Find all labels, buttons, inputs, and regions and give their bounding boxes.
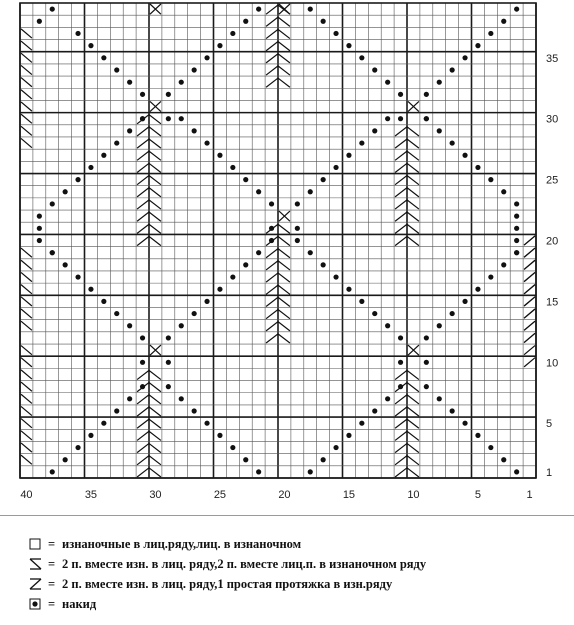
yarn-over-dot bbox=[192, 311, 197, 316]
yarn-over-dot bbox=[437, 128, 442, 133]
yarn-over-dot bbox=[462, 55, 467, 60]
backslash-decrease bbox=[21, 53, 32, 62]
yarn-over-dot bbox=[127, 396, 132, 401]
yarn-over-dot bbox=[140, 92, 145, 97]
slash-decrease bbox=[524, 309, 535, 318]
yarn-over-dot bbox=[166, 335, 171, 340]
yarn-over-dot bbox=[398, 360, 403, 365]
yarn-over-dot bbox=[424, 92, 429, 97]
yarn-over-dot bbox=[37, 226, 42, 231]
legend-text-purl: изнаночные в лиц.ряду,лиц. в изнаночном bbox=[62, 536, 302, 551]
yarn-over-dot bbox=[230, 445, 235, 450]
yarn-over-dot bbox=[450, 140, 455, 145]
slash-decrease bbox=[524, 321, 535, 330]
yarn-over-dot bbox=[333, 165, 338, 170]
yarn-over-dot bbox=[243, 177, 248, 182]
yarn-over-dot bbox=[217, 153, 222, 158]
backslash-decrease bbox=[21, 382, 32, 391]
yarn-over-dot bbox=[230, 165, 235, 170]
yarn-over-dot bbox=[75, 177, 80, 182]
yarn-over-dot bbox=[37, 238, 42, 243]
yarn-over-dot bbox=[321, 19, 326, 24]
backslash-decrease bbox=[21, 455, 32, 464]
yarn-over-dot bbox=[385, 396, 390, 401]
yarn-over-dot bbox=[88, 287, 93, 292]
backslash-decrease bbox=[21, 114, 32, 123]
yarn-over-dot bbox=[321, 262, 326, 267]
x-axis-labels bbox=[20, 489, 532, 501]
yarn-over-dot bbox=[333, 31, 338, 36]
yarn-over-dot bbox=[295, 238, 300, 243]
yarn-over-dot bbox=[501, 19, 506, 24]
yarn-over-dot bbox=[321, 457, 326, 462]
yarn-over-dot bbox=[179, 80, 184, 85]
yarn-over-dot bbox=[450, 67, 455, 72]
slash-decrease-icon bbox=[28, 577, 44, 591]
slash-decrease bbox=[524, 333, 535, 342]
slash-decrease bbox=[524, 285, 535, 294]
yarn-over-dot bbox=[308, 6, 313, 11]
backslash-decrease bbox=[21, 431, 32, 440]
yarn-over-dot bbox=[475, 43, 480, 48]
yarn-over-dot bbox=[88, 43, 93, 48]
yarn-over-dot bbox=[475, 165, 480, 170]
yarn-over-dot bbox=[488, 31, 493, 36]
yarn-over-dot bbox=[333, 274, 338, 279]
yarn-over-dot bbox=[204, 55, 209, 60]
legend-equals: = bbox=[48, 576, 56, 591]
backslash-decrease bbox=[21, 309, 32, 318]
yarn-over-dot bbox=[437, 323, 442, 328]
yarn-over-dot bbox=[243, 262, 248, 267]
yarn-over-dot bbox=[385, 80, 390, 85]
yarn-over-dot bbox=[359, 421, 364, 426]
y-axis-labels bbox=[546, 53, 558, 479]
yarn-over-dot bbox=[372, 128, 377, 133]
yarn-over-dot bbox=[63, 457, 68, 462]
backslash-decrease bbox=[21, 358, 32, 367]
yarn-over-dot bbox=[166, 116, 171, 121]
yarn-over-dot bbox=[295, 226, 300, 231]
yarn-over-dot bbox=[192, 67, 197, 72]
yarn-over-dot bbox=[88, 433, 93, 438]
yarn-over-dot bbox=[63, 262, 68, 267]
yarn-over-dot-icon bbox=[28, 597, 44, 611]
x-tick-label: 25 bbox=[213, 489, 227, 501]
x-tick-label: 5 bbox=[474, 489, 482, 501]
backslash-decrease bbox=[21, 321, 32, 330]
backslash-decrease bbox=[21, 78, 32, 87]
yarn-over-dot bbox=[514, 469, 519, 474]
yarn-over-dot bbox=[346, 287, 351, 292]
yarn-over-dot bbox=[514, 226, 519, 231]
backslash-decrease bbox=[21, 443, 32, 452]
yarn-over-dot bbox=[346, 43, 351, 48]
y-tick-label: 25 bbox=[546, 174, 559, 187]
yarn-over-dot bbox=[114, 140, 119, 145]
x-tick-label: 30 bbox=[149, 489, 162, 501]
yarn-over-dot bbox=[359, 140, 364, 145]
backslash-decrease bbox=[21, 138, 32, 147]
y-tick-label: 35 bbox=[546, 52, 559, 65]
yarn-over-dot bbox=[295, 201, 300, 206]
yarn-over-dot bbox=[243, 457, 248, 462]
x-tick-label: 20 bbox=[278, 489, 291, 501]
y-tick-label: 30 bbox=[546, 113, 559, 126]
yarn-over-dot bbox=[166, 384, 171, 389]
backslash-decrease bbox=[21, 90, 32, 99]
slash-decrease bbox=[524, 346, 535, 355]
yarn-over-dot bbox=[308, 469, 313, 474]
yarn-over-dot bbox=[398, 116, 403, 121]
y-tick-label: 1 bbox=[546, 466, 553, 479]
yarn-over-dot bbox=[462, 299, 467, 304]
yarn-over-dot bbox=[462, 153, 467, 158]
yarn-over-dot bbox=[359, 55, 364, 60]
x-tick-label: 35 bbox=[84, 489, 98, 501]
yarn-over-dot bbox=[398, 335, 403, 340]
yarn-over-dot bbox=[127, 128, 132, 133]
yarn-over-dot bbox=[346, 433, 351, 438]
yarn-over-dot bbox=[204, 299, 209, 304]
yarn-over-dot bbox=[424, 384, 429, 389]
yarn-over-dot bbox=[140, 335, 145, 340]
yarn-over-dot bbox=[488, 177, 493, 182]
slash-decrease bbox=[524, 248, 535, 257]
legend-divider bbox=[0, 515, 574, 516]
legend-equals: = bbox=[48, 556, 56, 571]
yarn-over-dot bbox=[450, 311, 455, 316]
yarn-over-dot bbox=[514, 214, 519, 219]
yarn-over-dot bbox=[269, 201, 274, 206]
yarn-over-dot bbox=[88, 165, 93, 170]
legend-text-decrease-right: 2 п. вместе изн. в лиц. ряду,1 простая протяжка в изн.ряду bbox=[62, 576, 393, 591]
yarn-over-dot bbox=[101, 153, 106, 158]
yarn-over-dot bbox=[179, 323, 184, 328]
yarn-over-dot bbox=[243, 19, 248, 24]
yarn-over-dot bbox=[308, 189, 313, 194]
backslash-decrease bbox=[21, 394, 32, 403]
yarn-over-dot bbox=[114, 408, 119, 413]
yarn-over-dot bbox=[50, 201, 55, 206]
yarn-over-dot bbox=[114, 311, 119, 316]
slash-decrease bbox=[524, 272, 535, 281]
yarn-over-dot bbox=[488, 445, 493, 450]
yarn-over-dot bbox=[192, 408, 197, 413]
yarn-over-dot bbox=[37, 214, 42, 219]
legend-text-yarnover: накид bbox=[62, 596, 97, 611]
legend-row-decrease-right bbox=[28, 574, 568, 594]
yarn-over-dot bbox=[217, 287, 222, 292]
yarn-over-dot bbox=[475, 287, 480, 292]
backslash-decrease bbox=[21, 65, 32, 74]
y-tick-label: 15 bbox=[546, 296, 559, 309]
y-tick-label: 10 bbox=[546, 357, 559, 370]
backslash-decrease bbox=[21, 248, 32, 257]
yarn-over-dot bbox=[166, 92, 171, 97]
yarn-over-dot bbox=[166, 360, 171, 365]
yarn-over-dot bbox=[321, 177, 326, 182]
legend bbox=[28, 534, 568, 614]
yarn-over-dot bbox=[37, 19, 42, 24]
yarn-over-dot bbox=[501, 189, 506, 194]
backslash-decrease bbox=[21, 346, 32, 355]
yarn-over-dot bbox=[450, 408, 455, 413]
chart-grid bbox=[20, 3, 536, 478]
yarn-over-dot bbox=[101, 55, 106, 60]
slash-decrease bbox=[524, 236, 535, 245]
yarn-over-dot bbox=[488, 274, 493, 279]
yarn-over-dot bbox=[346, 153, 351, 158]
yarn-over-dot bbox=[204, 140, 209, 145]
yarn-over-dot bbox=[424, 116, 429, 121]
backslash-decrease-icon bbox=[28, 557, 44, 571]
yarn-over-dot bbox=[424, 360, 429, 365]
yarn-over-dot bbox=[437, 80, 442, 85]
yarn-over-dot bbox=[217, 433, 222, 438]
backslash-decrease bbox=[21, 260, 32, 269]
legend-row-purl bbox=[28, 534, 568, 554]
slash-decrease bbox=[524, 358, 535, 367]
yarn-over-dot bbox=[50, 6, 55, 11]
yarn-over-dot bbox=[256, 189, 261, 194]
yarn-over-dot bbox=[75, 31, 80, 36]
yarn-over-dot bbox=[75, 445, 80, 450]
yarn-over-dot bbox=[333, 445, 338, 450]
yarn-over-dot bbox=[385, 116, 390, 121]
legend-equals: = bbox=[48, 596, 56, 611]
yarn-over-dot bbox=[501, 457, 506, 462]
yarn-over-dot bbox=[192, 128, 197, 133]
legend-text-decrease-left: 2 п. вместе изн. в лиц. ряду,2 п. вместе лиц.п. в изнаночном ряду bbox=[62, 556, 427, 571]
backslash-decrease bbox=[21, 272, 32, 281]
legend-row-decrease-left bbox=[28, 554, 568, 574]
yarn-over-dot bbox=[256, 469, 261, 474]
yarn-over-dot bbox=[514, 238, 519, 243]
yarn-over-dot bbox=[204, 421, 209, 426]
yarn-over-dot bbox=[101, 299, 106, 304]
yarn-over-dot bbox=[372, 408, 377, 413]
yarn-over-dot bbox=[514, 201, 519, 206]
x-tick-label: 15 bbox=[342, 489, 356, 501]
yarn-over-dot bbox=[50, 250, 55, 255]
yarn-over-dot bbox=[514, 6, 519, 11]
x-tick-label: 1 bbox=[526, 489, 533, 501]
backslash-decrease bbox=[21, 29, 32, 38]
yarn-over-dot bbox=[308, 250, 313, 255]
legend-equals: = bbox=[48, 536, 56, 551]
yarn-over-dot bbox=[372, 311, 377, 316]
yarn-over-dot bbox=[179, 396, 184, 401]
yarn-over-dot bbox=[437, 396, 442, 401]
y-tick-label: 20 bbox=[546, 235, 559, 248]
yarn-over-dot bbox=[398, 92, 403, 97]
yarn-over-dot bbox=[217, 43, 222, 48]
yarn-over-dot bbox=[140, 360, 145, 365]
slash-decrease bbox=[524, 260, 535, 269]
yarn-over-dot bbox=[475, 433, 480, 438]
backslash-decrease bbox=[21, 419, 32, 428]
yarn-over-dot bbox=[372, 67, 377, 72]
yarn-over-dot bbox=[179, 116, 184, 121]
yarn-over-dot bbox=[114, 67, 119, 72]
backslash-decrease bbox=[21, 285, 32, 294]
yarn-over-dot bbox=[462, 421, 467, 426]
backslash-decrease bbox=[21, 297, 32, 306]
backslash-decrease bbox=[21, 102, 32, 111]
legend-row-yarnover bbox=[28, 594, 568, 614]
yarn-over-dot bbox=[514, 250, 519, 255]
x-tick-label: 40 bbox=[20, 489, 33, 501]
yarn-over-dot bbox=[424, 335, 429, 340]
yarn-over-dot bbox=[501, 262, 506, 267]
backslash-decrease bbox=[21, 126, 32, 135]
y-tick-label: 5 bbox=[546, 418, 553, 431]
yarn-over-dot bbox=[256, 250, 261, 255]
yarn-over-dot bbox=[359, 299, 364, 304]
yarn-over-dot bbox=[385, 323, 390, 328]
yarn-over-dot bbox=[127, 80, 132, 85]
yarn-over-dot bbox=[101, 421, 106, 426]
yarn-over-dot bbox=[230, 274, 235, 279]
yarn-over-dot bbox=[127, 323, 132, 328]
yarn-over-dot bbox=[230, 31, 235, 36]
yarn-over-dot bbox=[63, 189, 68, 194]
yarn-over-dot bbox=[75, 274, 80, 279]
yarn-over-dot bbox=[256, 6, 261, 11]
empty-square-icon bbox=[28, 537, 44, 551]
yarn-over-dot bbox=[50, 469, 55, 474]
slash-decrease bbox=[524, 297, 535, 306]
backslash-decrease bbox=[21, 406, 32, 415]
backslash-decrease bbox=[21, 41, 32, 50]
x-tick-label: 10 bbox=[407, 489, 420, 501]
backslash-decrease bbox=[21, 370, 32, 379]
